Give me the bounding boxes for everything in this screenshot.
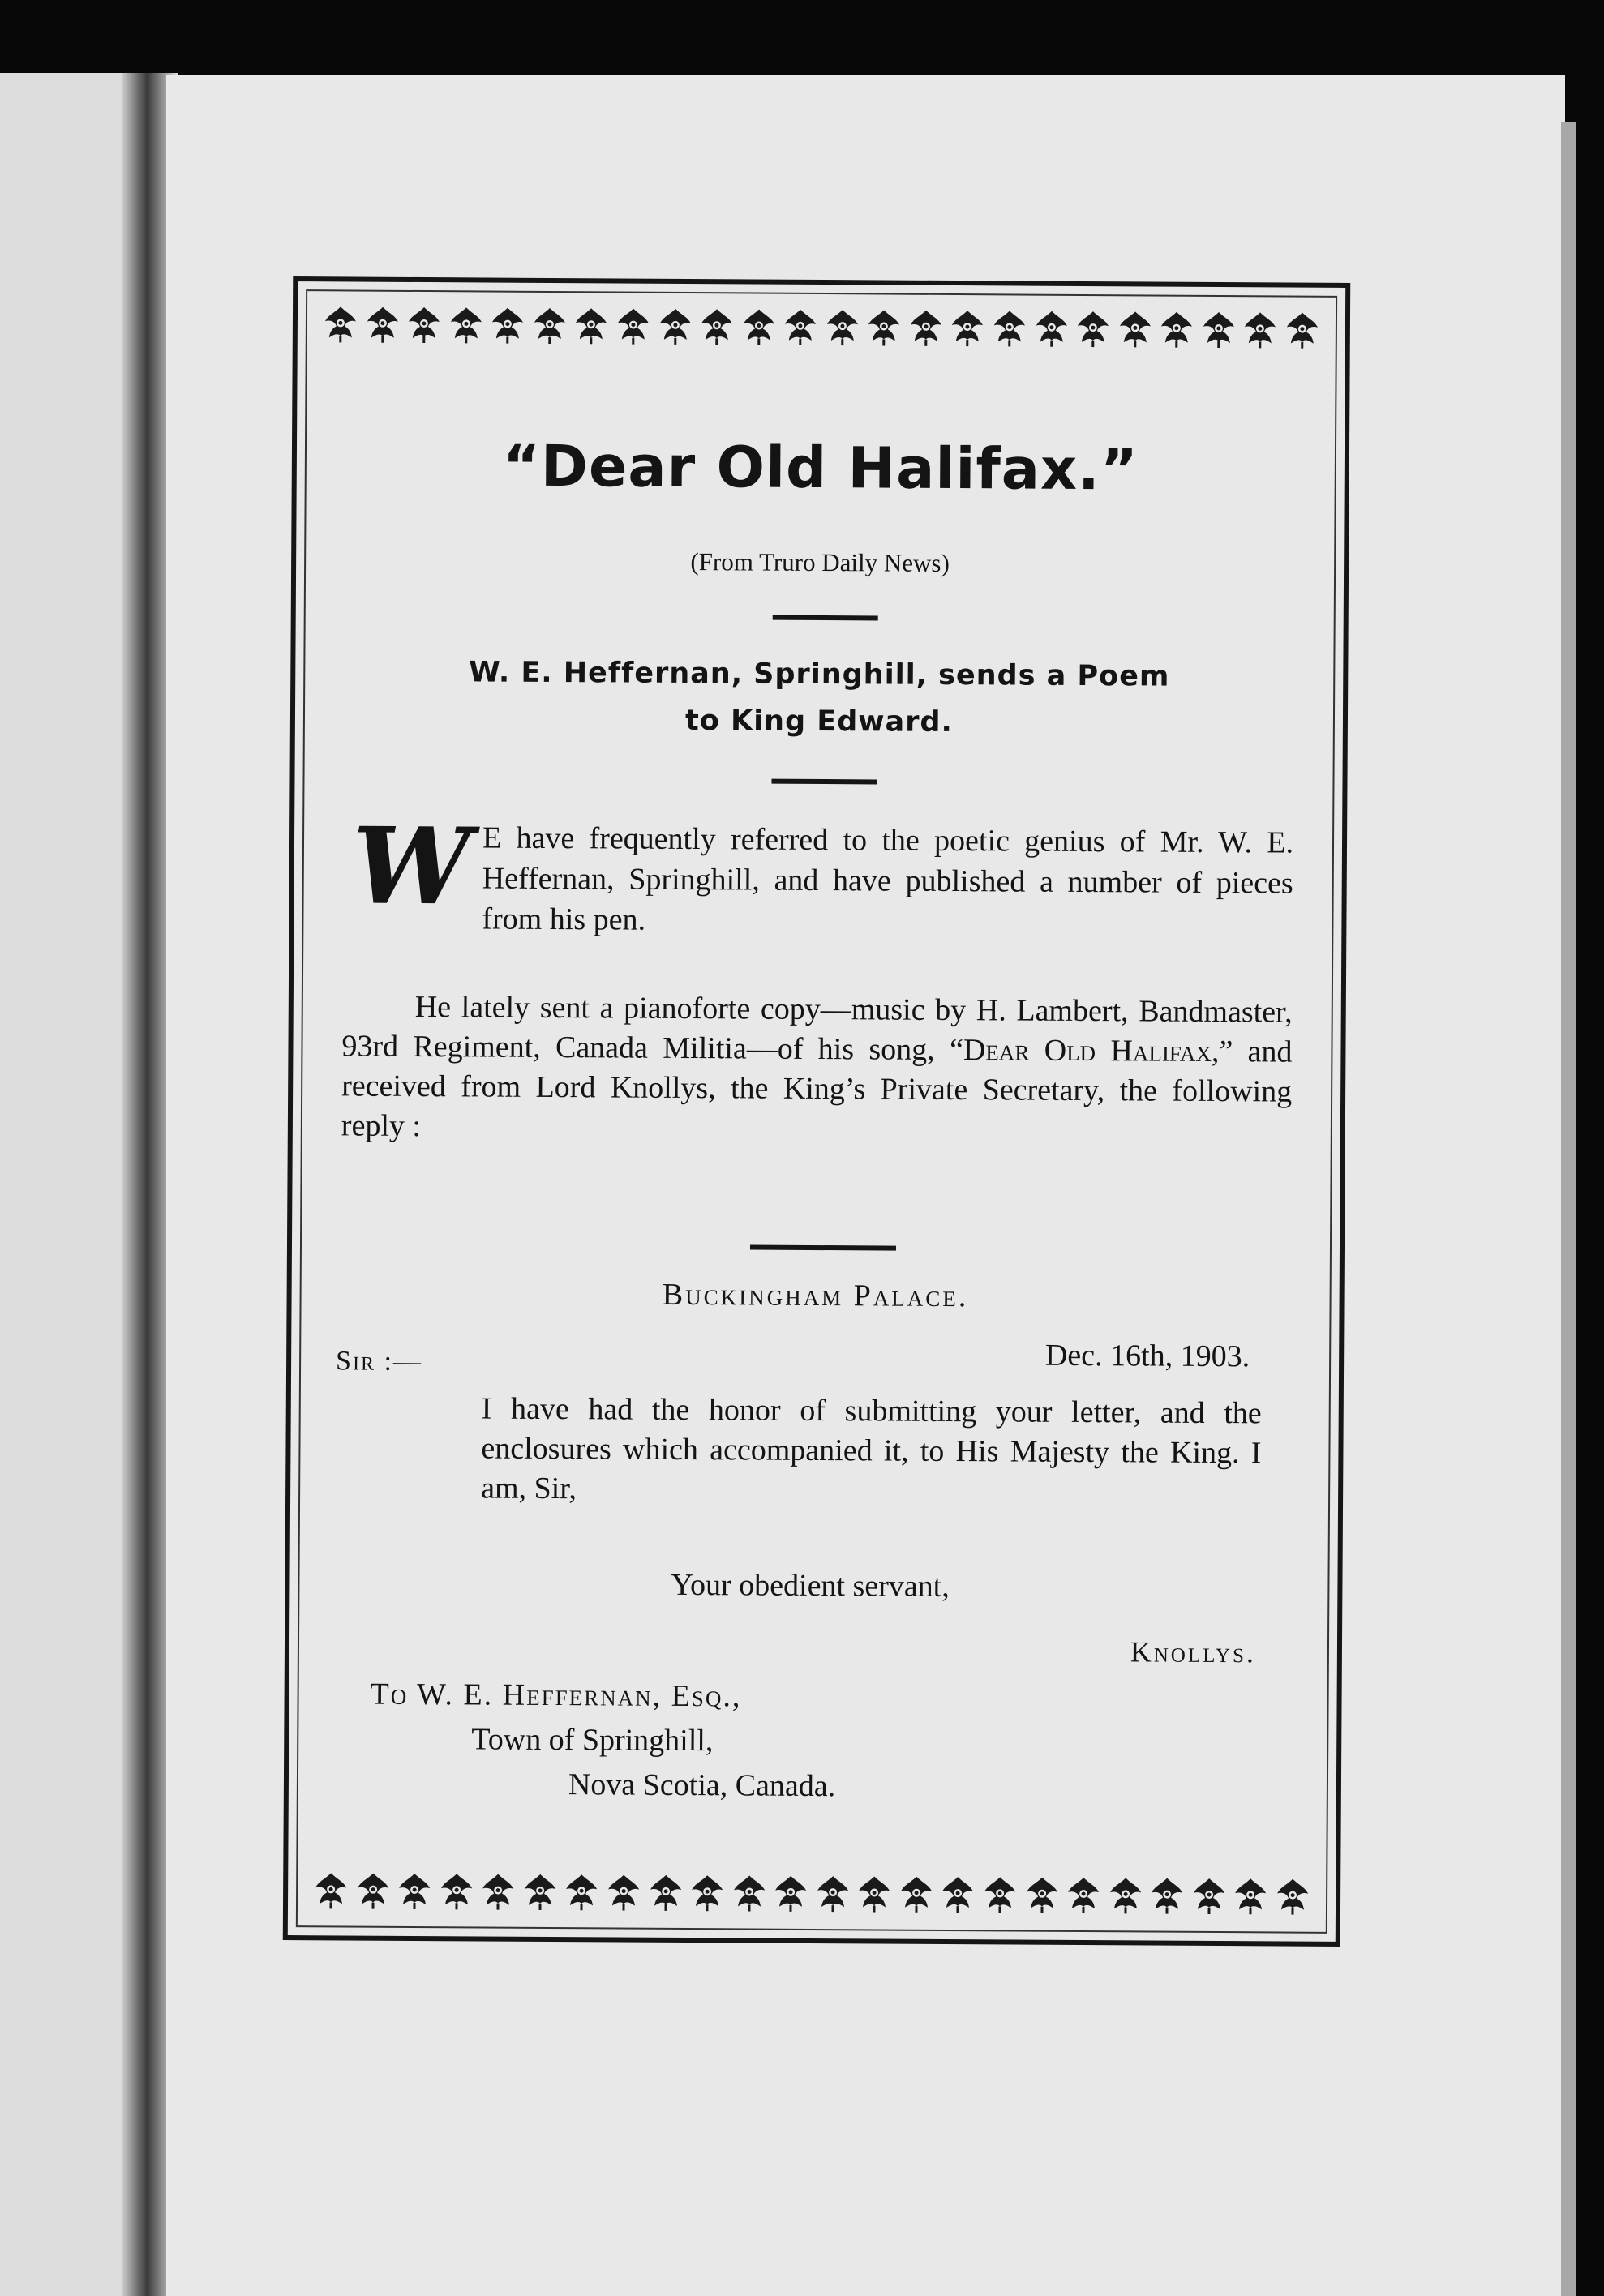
letter-body: I have had the honor of submitting your letter, and the enclosures which accompanied it, to His Majesty the King. I am, Sir, bbox=[481, 1391, 1262, 1506]
fleuron-ornament-icon bbox=[698, 306, 736, 350]
fleuron-ornament-icon bbox=[354, 1870, 392, 1914]
subheadline-line-1: W. E. Heffernan, Springhill, sends a Poem bbox=[469, 656, 1170, 693]
fleuron-ornament-icon bbox=[438, 1870, 475, 1915]
fleuron-ornament-icon bbox=[1158, 308, 1195, 353]
paragraph-text-before: He lately sent a pianoforte copy—music by H. Lambert, Bandmaster, 93rd Regiment, Canada Militia—of his song, “ bbox=[341, 989, 1293, 1068]
fleuron-ornament-icon bbox=[981, 1874, 1019, 1918]
fleuron-ornament-icon bbox=[1074, 307, 1112, 352]
fleuron-ornament-icon bbox=[772, 1872, 809, 1917]
fleuron-ornament-icon bbox=[405, 303, 443, 348]
source-line: (From Truro Daily News) bbox=[690, 547, 950, 577]
divider-rule bbox=[773, 615, 878, 621]
fleuron-ornament-icon bbox=[322, 303, 359, 348]
fleuron-ornament-icon bbox=[1200, 308, 1237, 353]
divider-rule bbox=[771, 779, 877, 785]
fleuron-ornament-icon bbox=[573, 305, 610, 349]
fleuron-ornament-icon bbox=[1116, 308, 1153, 353]
left-page bbox=[0, 73, 142, 2296]
address-line-1: To W. E. Heffernan, Esq., bbox=[370, 1677, 742, 1714]
letter-signature: Knollys. bbox=[1130, 1635, 1257, 1669]
fleuron-ornament-icon bbox=[898, 1873, 935, 1917]
fleuron-ornament-icon bbox=[479, 1870, 517, 1915]
drop-cap: W bbox=[352, 803, 472, 929]
fleuron-ornament-icon bbox=[396, 1870, 433, 1914]
song-title: Dear Old Halifax bbox=[963, 1033, 1212, 1069]
fleuron-ornament-icon bbox=[1232, 1875, 1269, 1920]
page-edge bbox=[1561, 122, 1576, 2296]
address-line-3: Nova Scotia, Canada. bbox=[568, 1767, 836, 1804]
fleuron-ornament-icon bbox=[656, 305, 693, 349]
body-paragraph bbox=[341, 987, 1293, 1151]
intro-paragraph bbox=[342, 803, 1294, 944]
paragraph-text-after: ,” and received from Lord Knollys, the King’s Private Secretary, the following reply : bbox=[341, 1034, 1293, 1144]
fleuron-ornament-icon bbox=[1148, 1874, 1186, 1919]
fleuron-ornament-icon bbox=[1284, 309, 1321, 353]
fleuron-ornament-icon bbox=[1023, 1874, 1060, 1918]
fleuron-ornament-icon bbox=[521, 1870, 559, 1915]
top-ornament-band bbox=[322, 301, 1321, 356]
fleuron-ornament-icon bbox=[489, 304, 526, 349]
address-line-2: Town of Springhill, bbox=[471, 1722, 714, 1758]
divider-rule bbox=[750, 1245, 896, 1251]
fleuron-ornament-icon bbox=[949, 306, 986, 351]
subheadline-line-2: to King Edward. bbox=[684, 705, 953, 739]
fleuron-ornament-icon bbox=[1190, 1874, 1228, 1919]
fleuron-ornament-icon bbox=[615, 305, 652, 349]
fleuron-ornament-icon bbox=[688, 1872, 726, 1917]
fleuron-ornament-icon bbox=[312, 1870, 350, 1914]
bordered-frame bbox=[283, 276, 1351, 1947]
intro-text: E have frequently referred to the poetic genius of Mr. W. E. Heffernan, Springhill, and have published a number of pieces from his pen. bbox=[482, 820, 1294, 937]
fleuron-ornament-icon bbox=[447, 304, 484, 349]
fleuron-ornament-icon bbox=[939, 1873, 976, 1917]
fleuron-ornament-icon bbox=[907, 306, 945, 351]
fleuron-ornament-icon bbox=[1107, 1874, 1144, 1919]
bottom-ornament-band bbox=[312, 1867, 1311, 1922]
fleuron-ornament-icon bbox=[740, 306, 777, 350]
fleuron-ornament-icon bbox=[1242, 309, 1279, 353]
letter-salutation: Sir :— bbox=[335, 1346, 423, 1377]
fleuron-ornament-icon bbox=[856, 1873, 893, 1917]
letter-closing: Your obedient servant, bbox=[671, 1567, 950, 1604]
fleuron-ornament-icon bbox=[1274, 1875, 1311, 1920]
subheadline bbox=[360, 649, 1279, 748]
fleuron-ornament-icon bbox=[991, 307, 1028, 352]
article-title: “Dear Old Halifax.” bbox=[502, 432, 1139, 503]
letter-date: Dec. 16th, 1903. bbox=[1044, 1338, 1250, 1374]
fleuron-ornament-icon bbox=[1065, 1874, 1102, 1918]
fleuron-ornament-icon bbox=[605, 1871, 642, 1916]
fleuron-ornament-icon bbox=[823, 306, 860, 351]
fleuron-ornament-icon bbox=[1032, 307, 1070, 352]
fleuron-ornament-icon bbox=[814, 1872, 851, 1917]
letter-place: Buckingham Palace. bbox=[662, 1277, 969, 1314]
fleuron-ornament-icon bbox=[646, 1871, 684, 1916]
fleuron-ornament-icon bbox=[865, 306, 903, 351]
fleuron-ornament-icon bbox=[363, 303, 401, 348]
fleuron-ornament-icon bbox=[782, 306, 819, 350]
fleuron-ornament-icon bbox=[563, 1871, 600, 1916]
fleuron-ornament-icon bbox=[531, 304, 568, 349]
fleuron-ornament-icon bbox=[731, 1872, 768, 1917]
